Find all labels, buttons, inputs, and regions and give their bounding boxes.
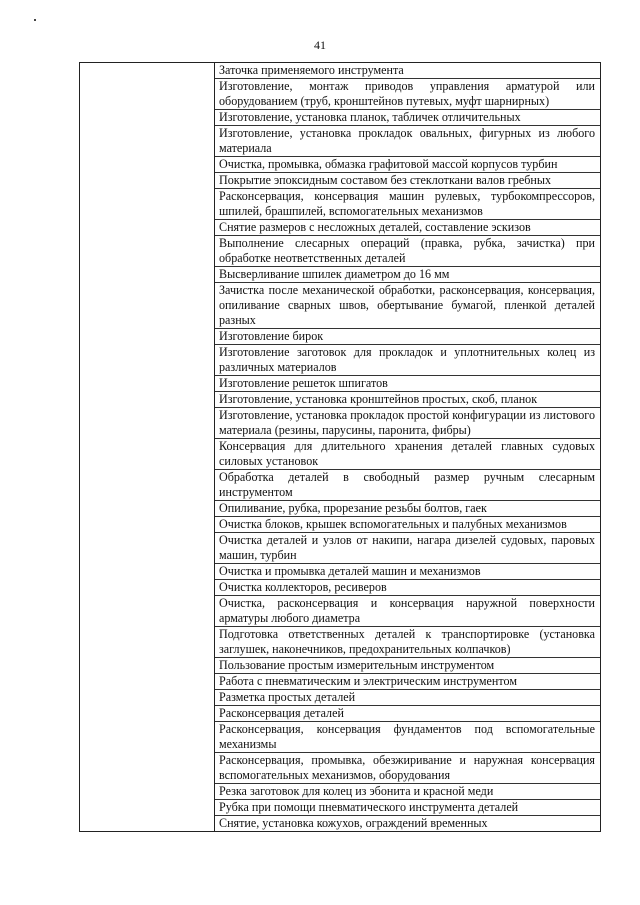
work-items-column xyxy=(215,63,601,831)
table-row: Изготовление, установка кронштейнов простых, скоб, планок xyxy=(215,392,600,408)
table-row: Обработка деталей в свободный размер ручным слесарным инструментом xyxy=(215,470,600,501)
scan-speck xyxy=(34,19,36,21)
table-row: Рубка при помощи пневматического инструмента деталей xyxy=(215,800,600,816)
page-number: 41 xyxy=(314,38,326,52)
table-row: Расконсервация, консервация фундаментов под вспомогательные механизмы xyxy=(215,722,600,753)
table-row: Расконсервация, консервация машин рулевых, турбокомпрессоров, шпилей, брашпилей, вспомогательных механизмов xyxy=(215,189,600,220)
table-row: Изготовление заготовок для прокладок и уплотнительных колец из различных материалов xyxy=(215,345,600,376)
table-row: Очистка, расконсервация и консервация наружной поверхности арматуры любого диаметра xyxy=(215,596,600,627)
table-row: Очистка, промывка, обмазка графитовой массой корпусов турбин xyxy=(215,157,600,173)
table-row: Снятие, установка кожухов, ограждений временных xyxy=(219,816,488,830)
table-row: Опиливание, рубка, прорезание резьбы болтов, гаек xyxy=(215,501,600,517)
table-row: Выполнение слесарных операций (правка, рубка, зачистка) при обработке неответственных деталей xyxy=(215,236,600,267)
table-row: Снятие размеров с несложных деталей, составление эскизов xyxy=(215,220,600,236)
table-row: Консервация для длительного хранения деталей главных судовых силовых установок xyxy=(215,439,600,470)
table-row: Очистка и промывка деталей машин и механизмов xyxy=(215,564,600,580)
table-row: Изготовление, установка прокладок простой конфигурации из листового материала (резины, парусины, паронита, фибры) xyxy=(215,408,600,439)
table-row: Работа с пневматическим и электрическим инструментом xyxy=(215,674,600,690)
table-row: Очистка блоков, крышек вспомогательных и палубных механизмов xyxy=(215,517,600,533)
table-row: Заточка применяемого инструмента xyxy=(215,63,600,79)
table-row: Покрытие эпоксидным составом без стеклоткани валов гребных xyxy=(215,173,600,189)
table-row: Расконсервация, промывка, обезжиривание и наружная консервация вспомогательных механизмов, оборудования xyxy=(215,753,600,784)
table-row: Изготовление, установка прокладок овальных, фигурных из любого материала xyxy=(215,126,600,157)
table-row: Изготовление бирок xyxy=(215,329,600,345)
table-row: Очистка деталей и узлов от накипи, нагара дизелей судовых, паровых машин, турбин xyxy=(215,533,600,564)
table-row: Высверливание шпилек диаметром до 16 мм xyxy=(215,267,600,283)
table-row: Зачистка после механической обработки, расконсервация, консервация, опиливание сварных швов, обертывание бумагой, пленкой деталей разных xyxy=(215,283,600,329)
table-row: Расконсервация деталей xyxy=(215,706,600,722)
empty-left-column xyxy=(79,63,215,831)
table-row: Пользование простым измерительным инструментом xyxy=(215,658,600,674)
table-row: Подготовка ответственных деталей к транспортировке (установка заглушек, наконечников, предохранительных колпачков) xyxy=(215,627,600,658)
table-row: Изготовление, установка планок, табличек отличительных xyxy=(215,110,600,126)
table-row: Разметка простых деталей xyxy=(215,690,600,706)
table-row: Резка заготовок для колец из эбонита и красной меди xyxy=(215,784,600,800)
work-table xyxy=(79,62,601,832)
table-row: Изготовление, монтаж приводов управления арматурой или оборудованием (труб, кронштейнов путевых, муфт шарнирных) xyxy=(215,79,600,110)
table-row: Очистка коллекторов, ресиверов xyxy=(215,580,600,596)
table-row: Изготовление решеток шпигатов xyxy=(215,376,600,392)
